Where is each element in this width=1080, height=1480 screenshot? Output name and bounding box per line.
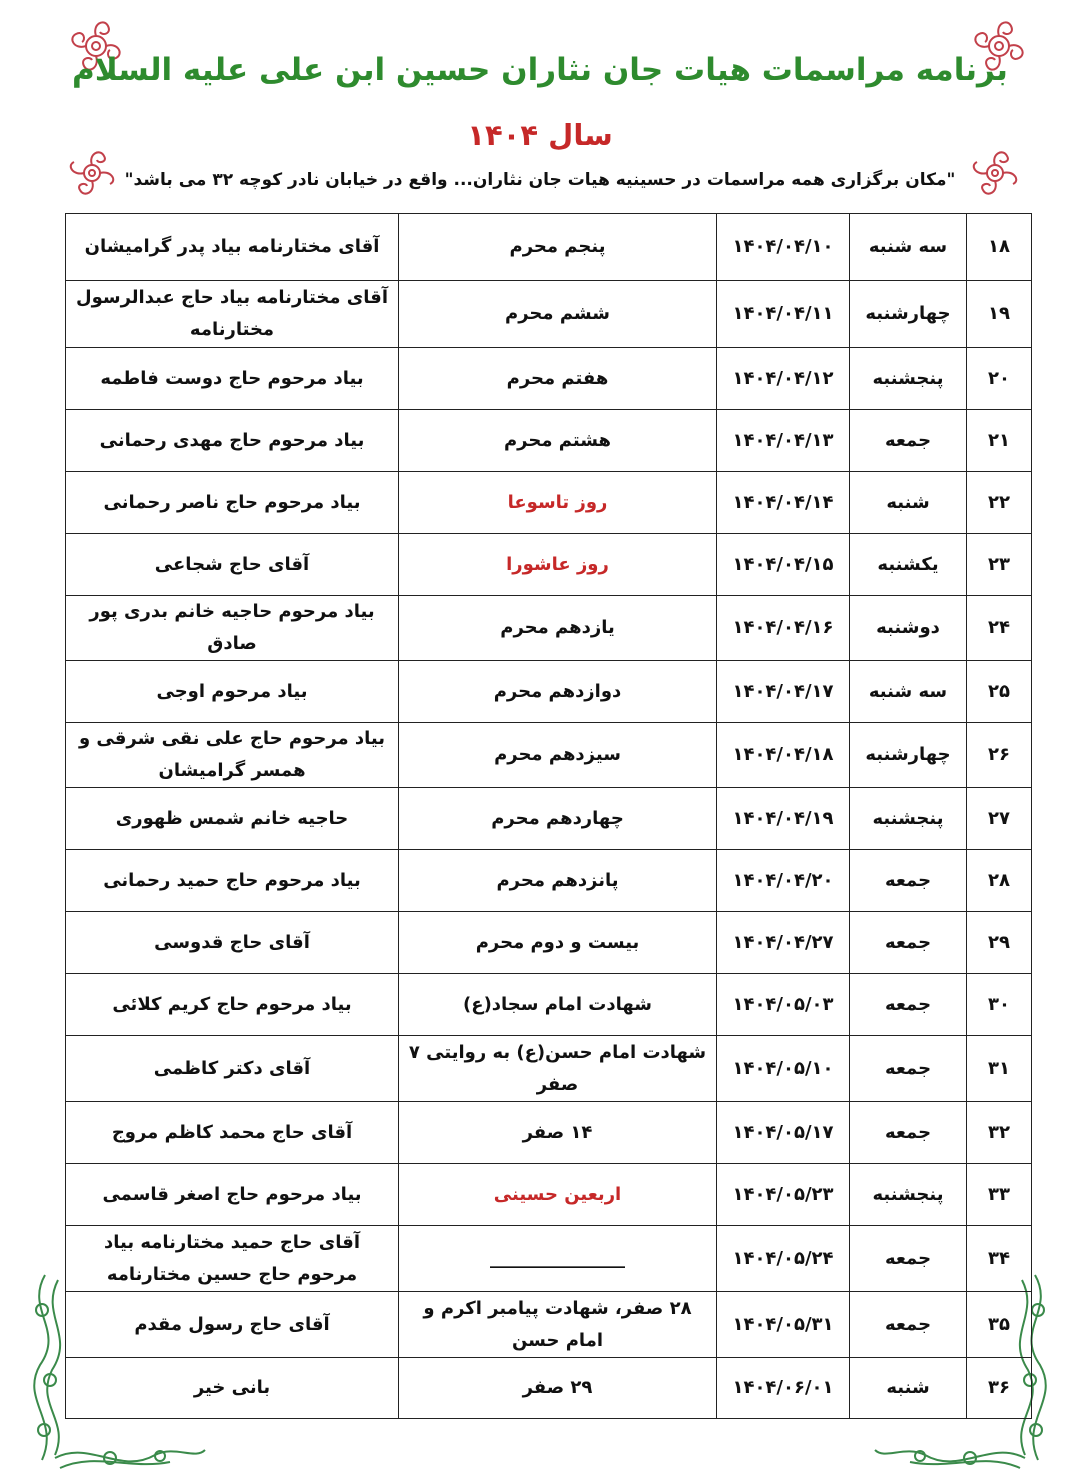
schedule-row (66, 850, 1032, 912)
row-date: ۱۴۰۴/۰۶/۰۱ (717, 1358, 850, 1419)
row-weekday: چهارشنبه (850, 723, 967, 788)
row-date: ۱۴۰۴/۰۵/۲۴ (717, 1226, 850, 1292)
row-occasion: شهادت امام سجاد(ع) (399, 974, 717, 1036)
row-host: آقای حاج قدوسی (66, 912, 399, 974)
row-occasion: دوازدهم محرم (399, 661, 717, 723)
row-date: ۱۴۰۴/۰۴/۱۹ (717, 788, 850, 850)
row-date: ۱۴۰۴/۰۴/۱۰ (717, 214, 850, 281)
row-host: آقای حاج حمید مختارنامه بیاد مرحوم حاج حسین مختارنامه (66, 1226, 399, 1292)
row-occasion: ۲۹ صفر (399, 1358, 717, 1419)
row-number: ۳۵ (967, 1292, 1032, 1358)
schedule-row (66, 1102, 1032, 1164)
row-date: ۱۴۰۴/۰۴/۲۷ (717, 912, 850, 974)
schedule-row (66, 410, 1032, 472)
schedule-row (66, 912, 1032, 974)
row-occasion: پانزدهم محرم (399, 850, 717, 912)
schedule-row (66, 1164, 1032, 1226)
row-weekday: شنبه (850, 1358, 967, 1419)
row-weekday: دوشنبه (850, 596, 967, 661)
row-date: ۱۴۰۴/۰۴/۱۵ (717, 534, 850, 596)
row-occasion: هشتم محرم (399, 410, 717, 472)
row-date: ۱۴۰۴/۰۴/۱۴ (717, 472, 850, 534)
schedule-row (66, 974, 1032, 1036)
row-occasion: _______________ (399, 1226, 717, 1292)
row-number: ۱۹ (967, 281, 1032, 348)
row-number: ۳۶ (967, 1358, 1032, 1419)
row-date: ۱۴۰۴/۰۵/۱۰ (717, 1036, 850, 1102)
row-host: بیاد مرحوم حاج ناصر رحمانی (66, 472, 399, 534)
row-date: ۱۴۰۴/۰۵/۱۷ (717, 1102, 850, 1164)
schedule-row (66, 596, 1032, 661)
row-date: ۱۴۰۴/۰۴/۱۲ (717, 348, 850, 410)
row-number: ۲۱ (967, 410, 1032, 472)
row-host: حاجیه خانم شمس ظهوری (66, 788, 399, 850)
schedule-row (66, 348, 1032, 410)
row-host: بیاد مرحوم حاج کریم کلائی (66, 974, 399, 1036)
row-number: ۲۹ (967, 912, 1032, 974)
row-number: ۲۲ (967, 472, 1032, 534)
row-weekday: شنبه (850, 472, 967, 534)
row-occasion: پنجم محرم (399, 214, 717, 281)
schedule-row (66, 723, 1032, 788)
schedule-row (66, 661, 1032, 723)
row-host: آقای مختارنامه بیاد پدر گرامیشان (66, 214, 399, 281)
venue-note: "مکان برگزاری همه مراسمات در حسینیه هیات جان نثاران... واقع در خیابان نادر کوچه ۳۲ می باشد" (124, 170, 956, 190)
row-number: ۲۶ (967, 723, 1032, 788)
year-heading: سال ۱۴۰۴ (467, 118, 613, 152)
row-date: ۱۴۰۴/۰۴/۱۷ (717, 661, 850, 723)
schedule-table (65, 213, 1032, 1419)
row-weekday: سه شنبه (850, 661, 967, 723)
row-weekday: جمعه (850, 410, 967, 472)
row-number: ۳۲ (967, 1102, 1032, 1164)
schedule-row (66, 788, 1032, 850)
row-number: ۳۴ (967, 1226, 1032, 1292)
schedule-row (66, 214, 1032, 281)
row-host: آقای حاج رسول مقدم (66, 1292, 399, 1358)
row-number: ۲۰ (967, 348, 1032, 410)
row-occasion: سیزدهم محرم (399, 723, 717, 788)
row-weekday: جمعه (850, 912, 967, 974)
row-occasion: چهاردهم محرم (399, 788, 717, 850)
row-host: بیاد مرحوم حاج دوست فاطمه (66, 348, 399, 410)
row-host: آقای حاج شجاعی (66, 534, 399, 596)
row-occasion: یازدهم محرم (399, 596, 717, 661)
row-host: آقای دکتر کاظمی (66, 1036, 399, 1102)
row-occasion: ۲۸ صفر، شهادت پیامبر اکرم و امام حسن (399, 1292, 717, 1358)
row-weekday: یکشنبه (850, 534, 967, 596)
schedule-row (66, 472, 1032, 534)
row-occasion: روز تاسوعا (399, 472, 717, 534)
row-host: بیاد مرحوم حاج علی نقی شرقی و همسر گرامیشان (66, 723, 399, 788)
schedule-row (66, 1292, 1032, 1358)
row-host: بیاد مرحوم اوجی (66, 661, 399, 723)
row-date: ۱۴۰۴/۰۵/۳۱ (717, 1292, 850, 1358)
schedule-row (66, 1358, 1032, 1419)
row-occasion: هفتم محرم (399, 348, 717, 410)
row-occasion: ششم محرم (399, 281, 717, 348)
row-occasion: ۱۴ صفر (399, 1102, 717, 1164)
row-host: بیاد مرحوم حاج مهدی رحمانی (66, 410, 399, 472)
row-weekday: جمعه (850, 1102, 967, 1164)
row-number: ۲۷ (967, 788, 1032, 850)
row-host: بیاد مرحوم حاج اصغر قاسمی (66, 1164, 399, 1226)
row-number: ۳۱ (967, 1036, 1032, 1102)
row-host: بانی خیر (66, 1358, 399, 1419)
row-occasion: روز عاشورا (399, 534, 717, 596)
row-number: ۲۳ (967, 534, 1032, 596)
row-number: ۳۰ (967, 974, 1032, 1036)
row-occasion: اربعین حسینی (399, 1164, 717, 1226)
row-weekday: سه شنبه (850, 214, 967, 281)
schedule-row (66, 1036, 1032, 1102)
row-weekday: پنجشنبه (850, 1164, 967, 1226)
schedule-body (66, 214, 1032, 1419)
row-weekday: جمعه (850, 1226, 967, 1292)
row-weekday: جمعه (850, 974, 967, 1036)
schedule-row (66, 281, 1032, 348)
row-host: بیاد مرحوم حاج حمید رحمانی (66, 850, 399, 912)
row-date: ۱۴۰۴/۰۴/۱۸ (717, 723, 850, 788)
schedule-row (66, 534, 1032, 596)
row-host: بیاد مرحوم حاجیه خانم بدری پور صادق (66, 596, 399, 661)
row-number: ۱۸ (967, 214, 1032, 281)
row-weekday: پنجشنبه (850, 788, 967, 850)
row-host: آقای مختارنامه بیاد حاج عبدالرسول مختارنامه (66, 281, 399, 348)
row-date: ۱۴۰۴/۰۴/۱۱ (717, 281, 850, 348)
schedule-row (66, 1226, 1032, 1292)
row-date: ۱۴۰۴/۰۵/۲۳ (717, 1164, 850, 1226)
row-date: ۱۴۰۴/۰۵/۰۳ (717, 974, 850, 1036)
row-date: ۱۴۰۴/۰۴/۲۰ (717, 850, 850, 912)
row-weekday: جمعه (850, 1036, 967, 1102)
row-weekday: جمعه (850, 850, 967, 912)
row-weekday: پنجشنبه (850, 348, 967, 410)
row-date: ۱۴۰۴/۰۴/۱۳ (717, 410, 850, 472)
row-occasion: شهادت امام حسن(ع) به روایتی ۷ صفر (399, 1036, 717, 1102)
row-number: ۲۵ (967, 661, 1032, 723)
row-host: آقای حاج محمد کاظم مروج (66, 1102, 399, 1164)
row-occasion: بیست و دوم محرم (399, 912, 717, 974)
page-title: برنامه مراسمات هیات جان نثاران حسین ابن علی علیه السلام (72, 52, 1008, 88)
row-weekday: چهارشنبه (850, 281, 967, 348)
row-number: ۳۳ (967, 1164, 1032, 1226)
row-number: ۲۸ (967, 850, 1032, 912)
row-number: ۲۴ (967, 596, 1032, 661)
row-date: ۱۴۰۴/۰۴/۱۶ (717, 596, 850, 661)
row-weekday: جمعه (850, 1292, 967, 1358)
